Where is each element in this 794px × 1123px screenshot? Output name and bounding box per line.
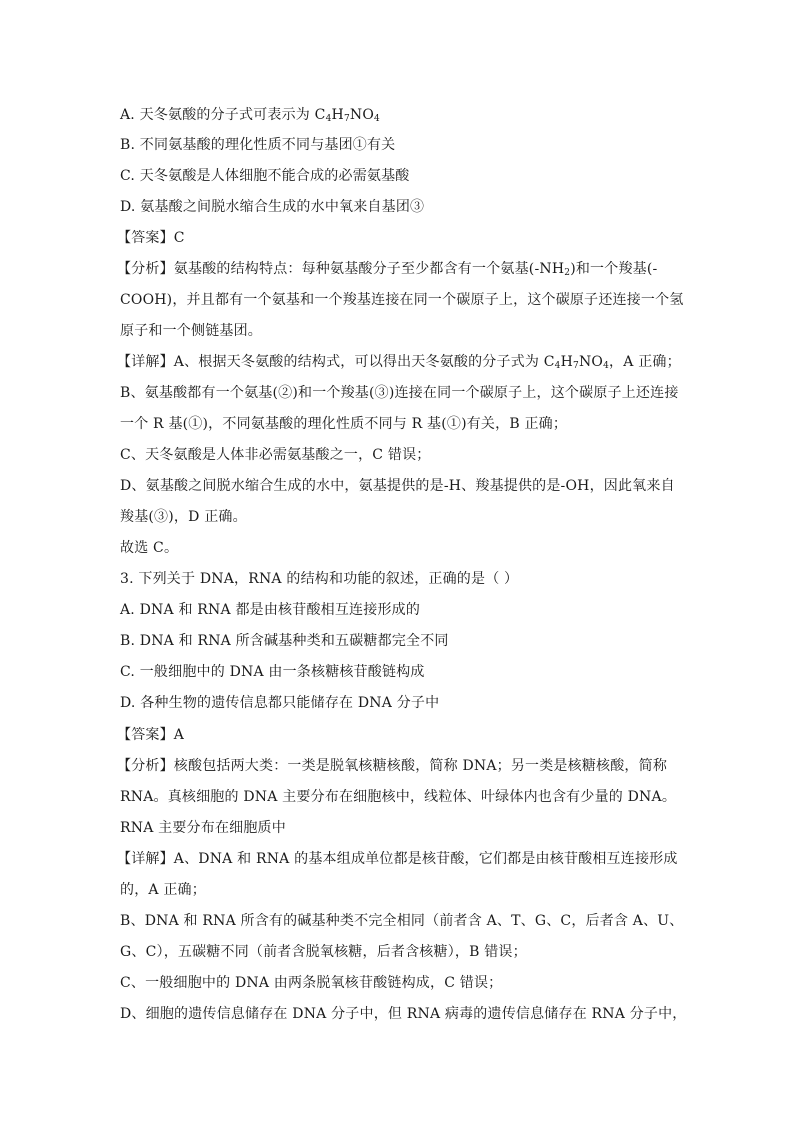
q2-detail-line: B、氨基酸都有一个氨基(②)和一个羧基(③)连接在同一个碳原子上，这个碳原子上还连接 (120, 385, 679, 401)
q2-analysis-line: 原子和一个侧链基团。 (120, 323, 262, 339)
q3-option-b: B. DNA 和 RNA 所含碱基种类和五碳糖都完全不同 (120, 633, 449, 649)
q3-detail-line: G、C），五碳糖不同（前者含脱氧核糖，后者含核糖），B 错误； (120, 944, 527, 960)
q3-option-c: C. 一般细胞中的 DNA 由一条核糖核苷酸链构成 (120, 664, 425, 680)
q2-option-a: A. 天冬氨酸的分子式可表示为 $C_4H_7NO_4$ (120, 107, 380, 124)
q3-option-d: D. 各种生物的遗传信息都只能储存在 DNA 分子中 (120, 695, 440, 711)
q2-analysis-line: 【分析】氨基酸的结构特点：每种氨基酸分子至少都含有一个氨基$(-NH_2)$和一个羧基(- (117, 261, 658, 278)
q3-analysis-line: RNA 主要分布在细胞质中 (120, 820, 286, 836)
q3-analysis-line: 【分析】核酸包括两大类：一类是脱氧核糖核酸，简称 DNA；另一类是核糖核酸，简称 (117, 758, 668, 774)
q2-answer: 【答案】C (117, 230, 185, 246)
q2-option-c: C. 天冬氨酸是人体细胞不能合成的必需氨基酸 (120, 168, 410, 184)
q2-option-b: B. 不同氨基酸的理化性质不同与基团①有关 (120, 137, 396, 153)
q2-detail-line: C、天冬氨酸是人体非必需氨基酸之一，C 错误； (120, 447, 431, 463)
q3-analysis-line: RNA。真核细胞的 DNA 主要分布在细胞核中，线粒体、叶绿体内也含有少量的 DNA。 (120, 789, 677, 805)
q2-analysis-line: COOH)，并且都有一个氨基和一个羧基连接在同一个碳原子上，这个碳原子还连接一个氢 (120, 292, 684, 308)
q3-detail-line: C、一般细胞中的 DNA 由两条脱氧核苷酸链构成，C 错误； (120, 975, 503, 991)
q3-stem: 3. 下列关于 DNA，RNA 的结构和功能的叙述，正确的是（ ） (120, 571, 519, 587)
q2-option-d: D. 氨基酸之间脱水缩合生成的水中氧来自基团③ (120, 199, 425, 215)
q2-detail-line: 一个 R 基(①)，不同氨基酸的理化性质不同与 R 基(①)有关，B 正确； (120, 416, 568, 432)
q2-detail-line: 【详解】A、根据天冬氨酸的结构式，可以得出天冬氨酸的分子式为 $C_4H_7NO_4$，A 正确； (117, 354, 681, 371)
q2-detail-line: D、氨基酸之间脱水缩合生成的水中，氨基提供的是-H、羧基提供的是-OH，因此氧来自 (120, 478, 675, 494)
q3-detail-line: D、细胞的遗传信息储存在 DNA 分子中，但 RNA 病毒的遗传信息储存在 RNA 分子中， (120, 1006, 687, 1022)
q3-detail-line: 的，A 正确； (120, 882, 206, 898)
q2-detail-line: 羧基(③)，D 正确。 (120, 509, 247, 525)
q3-detail-line: 【详解】A、DNA 和 RNA 的基本组成单位都是核苷酸，它们都是由核苷酸相互连接形成 (117, 851, 678, 867)
q2-conclusion: 故选 C。 (120, 540, 179, 556)
q3-detail-line: B、DNA 和 RNA 所含有的碱基种类不完全相同（前者含 A、T、G、C，后者含 A、U、 (120, 913, 684, 929)
q3-answer: 【答案】A (117, 727, 185, 743)
q3-option-a: A. DNA 和 RNA 都是由核苷酸相互连接形成的 (120, 602, 421, 618)
